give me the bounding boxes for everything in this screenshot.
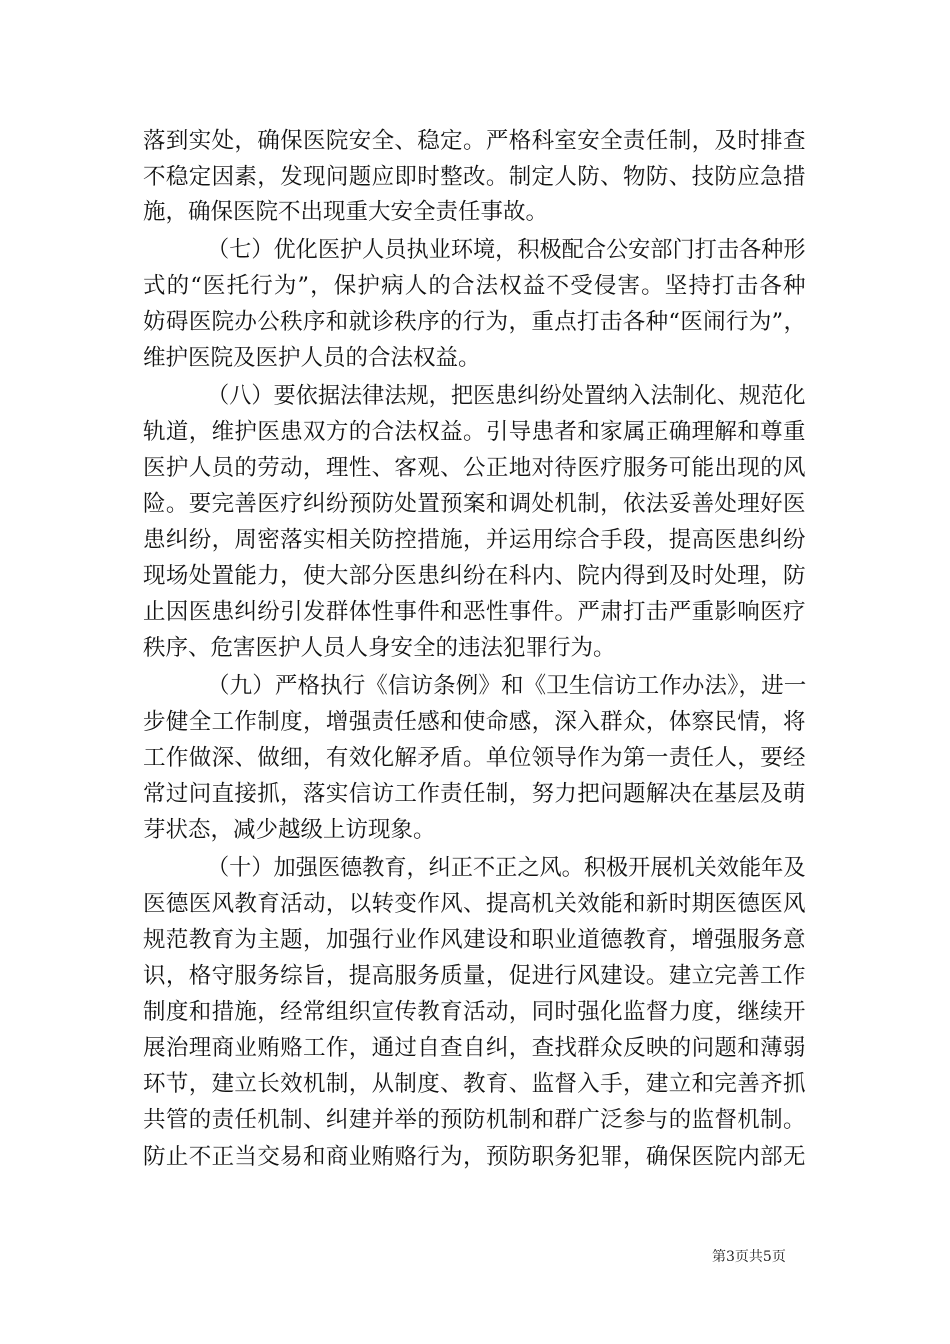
line-text: 妨碍医院办公秩序和就诊秩序的行为，重点打击各种“医闹行为”， <box>143 309 807 335</box>
line-text: 识，格守服务综旨，提高服务质量，促进行风建设。建立完善工作 <box>143 963 806 989</box>
line-text: 环节，建立长效机制，从制度、教育、监督入手，建立和完善齐抓 <box>143 1071 806 1097</box>
text-line <box>0 992 950 1032</box>
page-number-footer: 第3页共5页 <box>712 1249 786 1265</box>
text-line <box>0 412 950 452</box>
line-text: 秩序、危害医护人员人身安全的违法犯罪行为。 <box>143 635 616 661</box>
text-line <box>0 702 950 742</box>
text-line <box>0 121 950 161</box>
line-text: 不稳定因素，发现问题应即时整改。制定人防、物防、技防应急措 <box>143 164 806 190</box>
text-line <box>0 1064 950 1104</box>
line-text: 防止不正当交易和商业贿赂行为，预防职务犯罪，确保医院内部无 <box>143 1144 806 1170</box>
line-text: 式的“医托行为”，保护病人的合法权益不受侵害。坚持打击各种 <box>143 273 807 299</box>
text-line <box>0 230 950 270</box>
text-line <box>0 738 950 778</box>
text-line <box>0 848 950 888</box>
text-line <box>0 666 950 706</box>
line-text: 险。要完善医疗纠纷预防处置预案和调处机制，依法妥善处理好医 <box>143 491 806 517</box>
text-line <box>0 810 950 850</box>
text-line <box>0 157 950 197</box>
text-line <box>0 956 950 996</box>
line-text: 规范教育为主题，加强行业作风建设和职业道德教育，增强服务意 <box>143 927 806 953</box>
text-line <box>0 1028 950 1068</box>
line-text: 步健全工作制度，增强责任感和使命感，深入群众，体察民情，将 <box>143 709 806 735</box>
line-text: 展治理商业贿赂工作，通过自查自纠，查找群众反映的问题和薄弱 <box>143 1035 806 1061</box>
line-text: 制度和措施，经常组织宣传教育活动，同时强化监督力度，继续开 <box>143 999 806 1025</box>
line-text: （九）严格执行《信访条例》和《卫生信访工作办法》，进一 <box>207 673 807 699</box>
line-text: 芽状态，减少越级上访现象。 <box>143 817 436 843</box>
line-text: 常过问直接抓，落实信访工作责任制，努力把问题解决在基层及萌 <box>143 781 806 807</box>
text-line <box>0 266 950 306</box>
line-text: （十）加强医德教育，纠正不正之风。积极开展机关效能年及 <box>207 855 806 881</box>
line-text: 医德医风教育活动，以转变作风、提高机关效能和新时期医德医风 <box>143 891 806 917</box>
text-line <box>0 338 950 378</box>
text-line <box>0 448 950 488</box>
text-line <box>0 592 950 632</box>
text-line <box>0 376 950 416</box>
line-text: 落到实处，确保医院安全、稳定。严格科室安全责任制，及时排查 <box>143 128 806 154</box>
text-line <box>0 520 950 560</box>
line-text: 患纠纷，周密落实相关防控措施，并运用综合手段，提高医患纠纷 <box>143 527 806 553</box>
text-line <box>0 1137 950 1177</box>
text-line <box>0 884 950 924</box>
line-text: 现场处置能力，使大部分医患纠纷在科内、院内得到及时处理，防 <box>143 563 806 589</box>
line-text: 止因医患纠纷引发群体性事件和恶性事件。严肃打击严重影响医疗 <box>143 599 806 625</box>
text-line <box>0 484 950 524</box>
text-line <box>0 192 950 232</box>
line-text: 施，确保医院不出现重大安全责任事故。 <box>143 199 549 225</box>
text-line <box>0 302 950 342</box>
text-line <box>0 556 950 596</box>
line-text: （八）要依据法律法规，把医患纠纷处置纳入法制化、规范化 <box>207 383 806 409</box>
line-text: 工作做深、做细，有效化解矛盾。单位领导作为第一责任人，要经 <box>143 745 806 771</box>
text-line <box>0 628 950 668</box>
line-text: 轨道，维护医患双方的合法权益。引导患者和家属正确理解和尊重 <box>143 419 806 445</box>
line-text: 医护人员的劳动，理性、客观、公正地对待医疗服务可能出现的风 <box>143 455 806 481</box>
line-text: 维护医院及医护人员的合法权益。 <box>143 345 481 371</box>
text-line <box>0 920 950 960</box>
text-line <box>0 1100 950 1140</box>
line-text: 共管的责任机制、纠建并举的预防机制和群广泛参与的监督机制。 <box>143 1107 806 1133</box>
text-line <box>0 774 950 814</box>
line-text: （七）优化医护人员执业环境，积极配合公安部门打击各种形 <box>207 237 806 263</box>
